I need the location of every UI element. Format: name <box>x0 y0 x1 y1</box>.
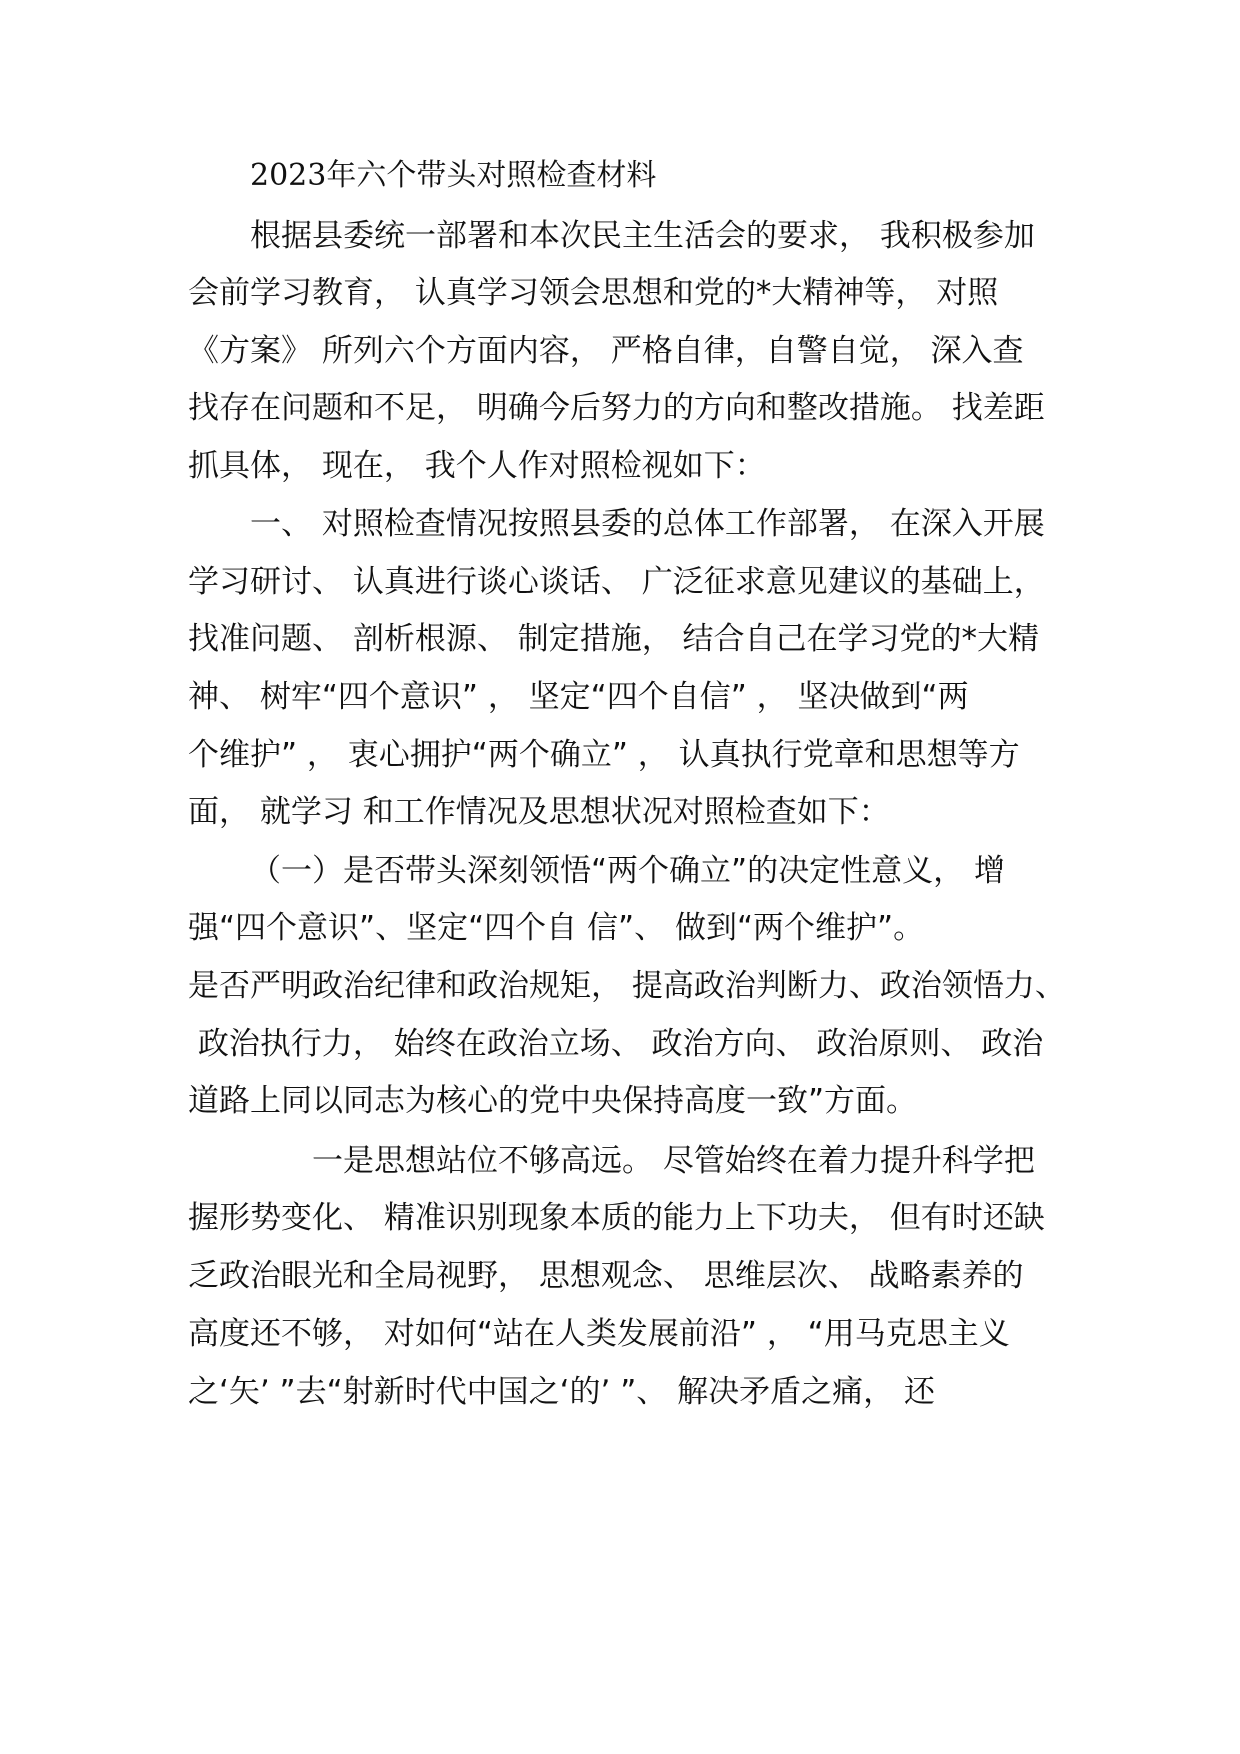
paragraph-line: 面， 就学习 和工作情况及思想状况对照检查如下： <box>188 794 890 830</box>
paragraph-line: 是否严明政治纪律和政治规矩， 提高政治判断力、政治领悟力、 <box>188 968 1066 1004</box>
paragraph-line: 握形势变化、 精准识别现象本质的能力上下功夫， 但有时还缺 <box>188 1200 1045 1236</box>
paragraph-line: 抓具体， 现在， 我个人作对照检视如下： <box>188 448 766 484</box>
paragraph-line: 《方案》 所列六个方面内容， 严格自律，自警自觉， 深入查 <box>188 333 1024 369</box>
paragraph-line: 道路上同以同志为核心的党中央保持高度一致”方面。 <box>188 1083 918 1119</box>
point-heading: 一是思想站位不够高远。 尽管始终在着力提升科学把 <box>312 1143 1035 1179</box>
paragraph-line: 之‘矢’ ”去“射新时代中国之‘的’ ”、 解决矛盾之痛， 还 <box>188 1374 936 1410</box>
paragraph-line: 政治执行力， 始终在政治立场、 政治方向、 政治原则、 政治 <box>188 1026 1044 1062</box>
document-title: 2023年六个带头对照检查材料 <box>250 158 657 193</box>
paragraph-line: 高度还不够， 对如何“站在人类发展前沿” ， “用马克思主义 <box>188 1316 1010 1352</box>
paragraph-line: 会前学习教育， 认真学习领会思想和党的*大精神等， 对照 <box>188 275 999 311</box>
paragraph-line: 神、 树牢“四个意识” ， 坚定“四个自信” ， 坚决做到“两 <box>188 679 969 715</box>
subsection-heading: （一）是否带头深刻领悟“两个确立”的决定性意义， 增 <box>250 853 1005 889</box>
paragraph-line: 找存在问题和不足， 明确今后努力的方向和整改措施。 找差距 <box>188 390 1045 426</box>
section-heading: 一、 对照检查情况按照县委的总体工作部署， 在深入开展 <box>250 506 1045 542</box>
paragraph-line: 找准问题、 剖析根源、 制定措施， 结合自己在学习党的*大精 <box>188 621 1040 657</box>
paragraph-line: 个维护” ， 衷心拥护“两个确立” ， 认真执行党章和思想等方 <box>188 737 1020 773</box>
paragraph-line: 根据县委统一部署和本次民主生活会的要求， 我积极参加 <box>250 218 1035 254</box>
paragraph-line: 强“四个意识”、坚定“四个自 信”、 做到“两个维护”。 <box>188 910 925 946</box>
paragraph-line: 学习研讨、 认真进行谈心谈话、 广泛征求意见建议的基础上， <box>188 564 1045 600</box>
paragraph-line: 乏政治眼光和全局视野， 思想观念、 思维层次、 战略素养的 <box>188 1258 1024 1294</box>
